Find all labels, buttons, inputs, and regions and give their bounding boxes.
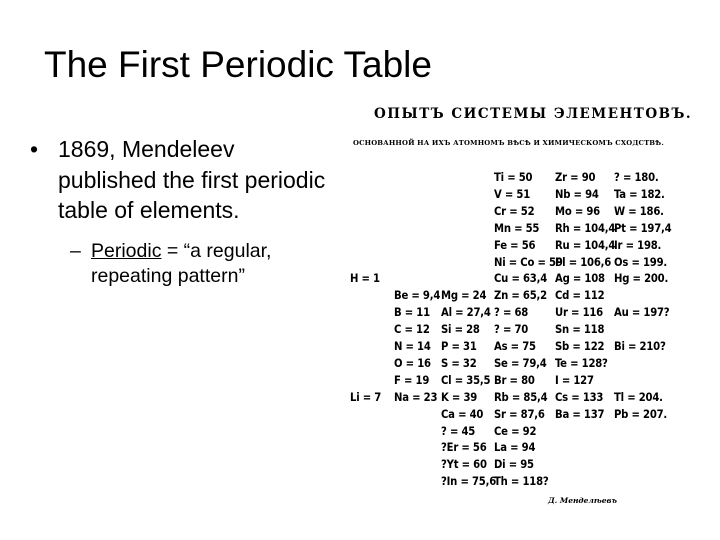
element-entry: Ag = 108 (555, 272, 605, 286)
slide-title: The First Periodic Table (44, 44, 432, 85)
element-entry: Di = 95 (494, 458, 534, 472)
element-entry: Cd = 112 (555, 289, 605, 303)
element-entry: Sn = 118 (555, 323, 605, 337)
element-entry: Cu = 63,4 (494, 272, 548, 286)
element-entry: Zr = 90 (555, 171, 596, 184)
element-entry: Cl = 35,5 (441, 373, 491, 387)
element-entry: H = 1 (350, 272, 380, 286)
element-entry: Li = 7 (350, 390, 382, 404)
element-entry: Te = 128? (555, 356, 608, 370)
element-entry: Mn = 55 (494, 221, 540, 235)
element-entry: F = 19 (394, 373, 430, 387)
element-entry: Br = 80 (494, 373, 535, 387)
element-entry: Os = 199. (614, 255, 668, 269)
element-entry: Sr = 87,6 (494, 407, 545, 421)
element-entry: I = 127 (555, 373, 594, 387)
element-entry: K = 39 (441, 390, 478, 404)
element-entry: Sb = 122 (555, 340, 605, 353)
element-entry: Ca = 40 (441, 407, 484, 421)
element-entry: N = 14 (394, 340, 431, 353)
element-entry: ? = 70 (494, 323, 529, 337)
element-entry: Nb = 94 (555, 187, 599, 201)
element-entry: Cs = 133 (555, 390, 604, 404)
periodic-term: Periodic (91, 239, 162, 262)
element-entry: Pb = 207. (614, 407, 668, 421)
element-entry: ? = 180. (614, 171, 659, 184)
element-entry: Ni = Co = 59 (494, 255, 563, 269)
element-entry: Na = 23 (394, 390, 438, 404)
bullet-list (30, 134, 330, 290)
element-entry: ?Er = 56 (441, 441, 487, 455)
element-entry: Pt = 197,4 (614, 221, 672, 235)
bullet-text: 1869, Mendeleev published the first periodic table of elements. (58, 136, 326, 223)
element-entry: La = 94 (494, 441, 536, 455)
element-entry: B = 11 (394, 306, 430, 320)
element-entry: Ba = 137 (555, 407, 605, 421)
element-entry: O = 16 (394, 356, 431, 370)
bullet-marker: • (30, 136, 39, 162)
element-entry: Tl = 204. (614, 390, 663, 404)
element-entry: Cr = 52 (494, 204, 535, 218)
mendeleev-table-image (346, 96, 698, 526)
element-entry: Ce = 92 (494, 424, 537, 438)
element-entry: C = 12 (394, 323, 430, 337)
element-entry: Pl = 106,6 (555, 255, 612, 269)
element-entry: Ti = 50 (494, 171, 533, 184)
element-entry: Al = 27,4 (441, 306, 491, 320)
bullet-item (30, 134, 330, 226)
element-entry: ? = 68 (494, 306, 529, 320)
element-entry: W = 186. (614, 204, 664, 218)
element-entry: Ur = 116 (555, 306, 603, 320)
element-entry: Mo = 96 (555, 204, 600, 218)
element-entry: Ru = 104,4 (555, 238, 616, 252)
table-subheading: ОСНОВАННОЙ НА ИХЪ АТОМНОМЪ ВѢСѢ И ХИМИЧЕСКОМЪ СХОДСТВѢ. (353, 139, 664, 147)
element-entry: Au = 197? (614, 306, 670, 320)
element-entry: Ir = 198. (614, 238, 662, 252)
element-entry: Zn = 65,2 (494, 289, 547, 303)
element-entry: ?Yt = 60 (441, 458, 487, 472)
element-entry: Be = 9,4 (394, 289, 441, 303)
element-entry: Th = 118? (494, 475, 549, 489)
element-entry: Hg = 200. (614, 272, 669, 286)
element-entry: As = 75 (494, 340, 536, 353)
element-entry: ? = 45 (441, 424, 476, 438)
element-entry: Fe = 56 (494, 238, 536, 252)
signature: Д. Менделѣевъ (548, 496, 617, 505)
element-entry: Rb = 85,4 (494, 390, 548, 404)
sub-bullet-marker: – (70, 239, 81, 262)
element-entry: Mg = 24 (441, 289, 487, 303)
element-entry: V = 51 (494, 187, 531, 201)
element-entry: Ta = 182. (614, 187, 665, 201)
sub-bullet-item (30, 239, 330, 290)
periodic-definition: = “a regular, repeating pattern” (91, 239, 272, 287)
element-entry: ?In = 75,6 (441, 475, 497, 489)
element-entry: Bi = 210? (614, 340, 666, 353)
element-entry: Rh = 104,4 (555, 221, 616, 235)
table-heading: ОПЫТЪ СИСТЕМЫ ЭЛЕМЕНТОВЪ. (374, 106, 693, 122)
element-entry: Se = 79,4 (494, 356, 547, 370)
element-entry: S = 32 (441, 356, 477, 370)
element-entry: Si = 28 (441, 323, 480, 337)
element-entry: P = 31 (441, 340, 477, 353)
